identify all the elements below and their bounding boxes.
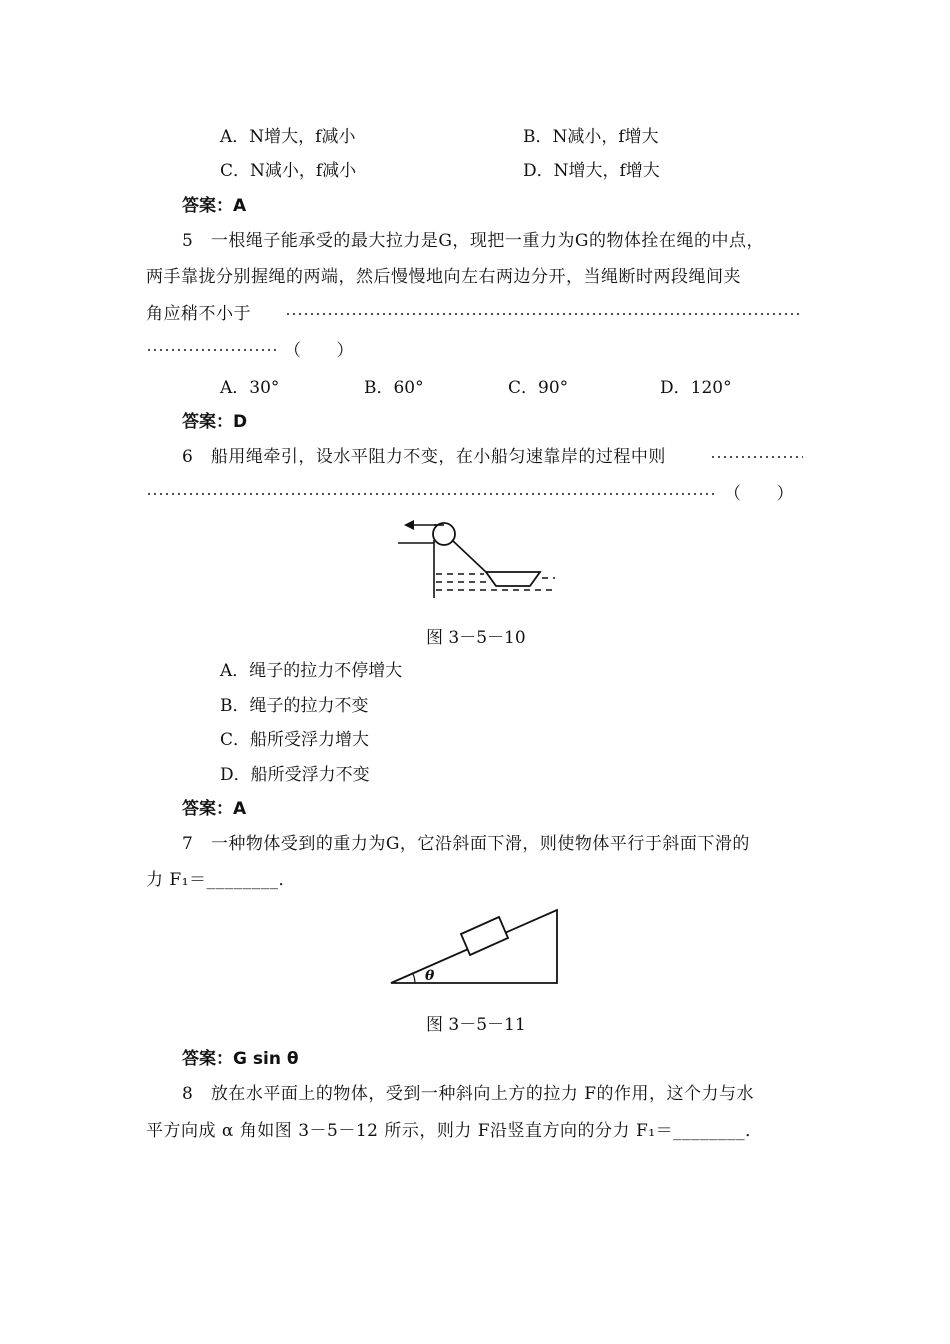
q6-option-c: C．船所受浮力增大 xyxy=(220,730,370,750)
q4-option-c: C．N减小，f减小 xyxy=(220,161,357,181)
q5-answer: 答案：D xyxy=(182,412,248,432)
leader-dots xyxy=(146,493,718,495)
q5-stem-line2: 两手靠拢分别握绳的两端，然后慢慢地向左右两边分开，当绳断时两段绳间夹 xyxy=(146,267,741,287)
q8-stem-line2: 平方向成 α 角如图 3－5－12 所示，则力 F沿竖直方向的分力 F₁＝________． xyxy=(146,1121,763,1141)
q6-answer-paren: （ ） xyxy=(724,484,794,504)
q6-option-d: D．船所受浮力不变 xyxy=(220,765,370,785)
q5-stem-line1: 5 一根绳子能承受的最大拉力是G，现把一重力为G的物体拴在绳的中点， xyxy=(182,231,764,251)
leader-dots xyxy=(146,349,278,351)
incline-figure xyxy=(385,900,565,990)
q5-option-d: D．120° xyxy=(660,378,732,398)
q4-option-d: D．N增大，f增大 xyxy=(523,161,660,181)
q5-answer-paren: （ ） xyxy=(284,341,354,361)
q7-stem-line1: 7 一种物体受到的重力为G，它沿斜面下滑，则使物体平行于斜面下滑的 xyxy=(182,834,750,854)
q4-option-a: A．N增大，f减小 xyxy=(220,127,356,147)
q5-stem-line3: 角应稍不小于 xyxy=(146,304,251,324)
q7-answer: 答案：G sin θ xyxy=(182,1049,299,1069)
q4-option-b: B．N减小，f增大 xyxy=(523,127,659,147)
q5-option-c: C．90° xyxy=(508,378,569,398)
leader-dots xyxy=(710,456,803,458)
figure-caption-3-5-11: 图 3－5－11 xyxy=(426,1015,526,1035)
q5-option-b: B．60° xyxy=(364,378,424,398)
q6-option-a: A．绳子的拉力不停增大 xyxy=(220,661,403,681)
leader-dots xyxy=(285,313,803,315)
q6-option-b: B．绳子的拉力不变 xyxy=(220,696,369,716)
figure-caption-3-5-10: 图 3－5－10 xyxy=(426,628,526,648)
q8-stem-line1: 8 放在水平面上的物体，受到一种斜向上方的拉力 F的作用，这个力与水 xyxy=(182,1084,755,1104)
boat-pulley-figure xyxy=(390,510,560,602)
q4-answer: 答案：A xyxy=(182,196,247,216)
q6-stem-line1: 6 船用绳牵引，设水平阻力不变，在小船匀速靠岸的过程中则 xyxy=(182,447,666,467)
q5-option-a: A．30° xyxy=(220,378,280,398)
q7-stem-line2: 力 F₁＝________． xyxy=(146,870,297,890)
q6-answer: 答案：A xyxy=(182,799,247,819)
angle-label: θ xyxy=(425,968,435,984)
